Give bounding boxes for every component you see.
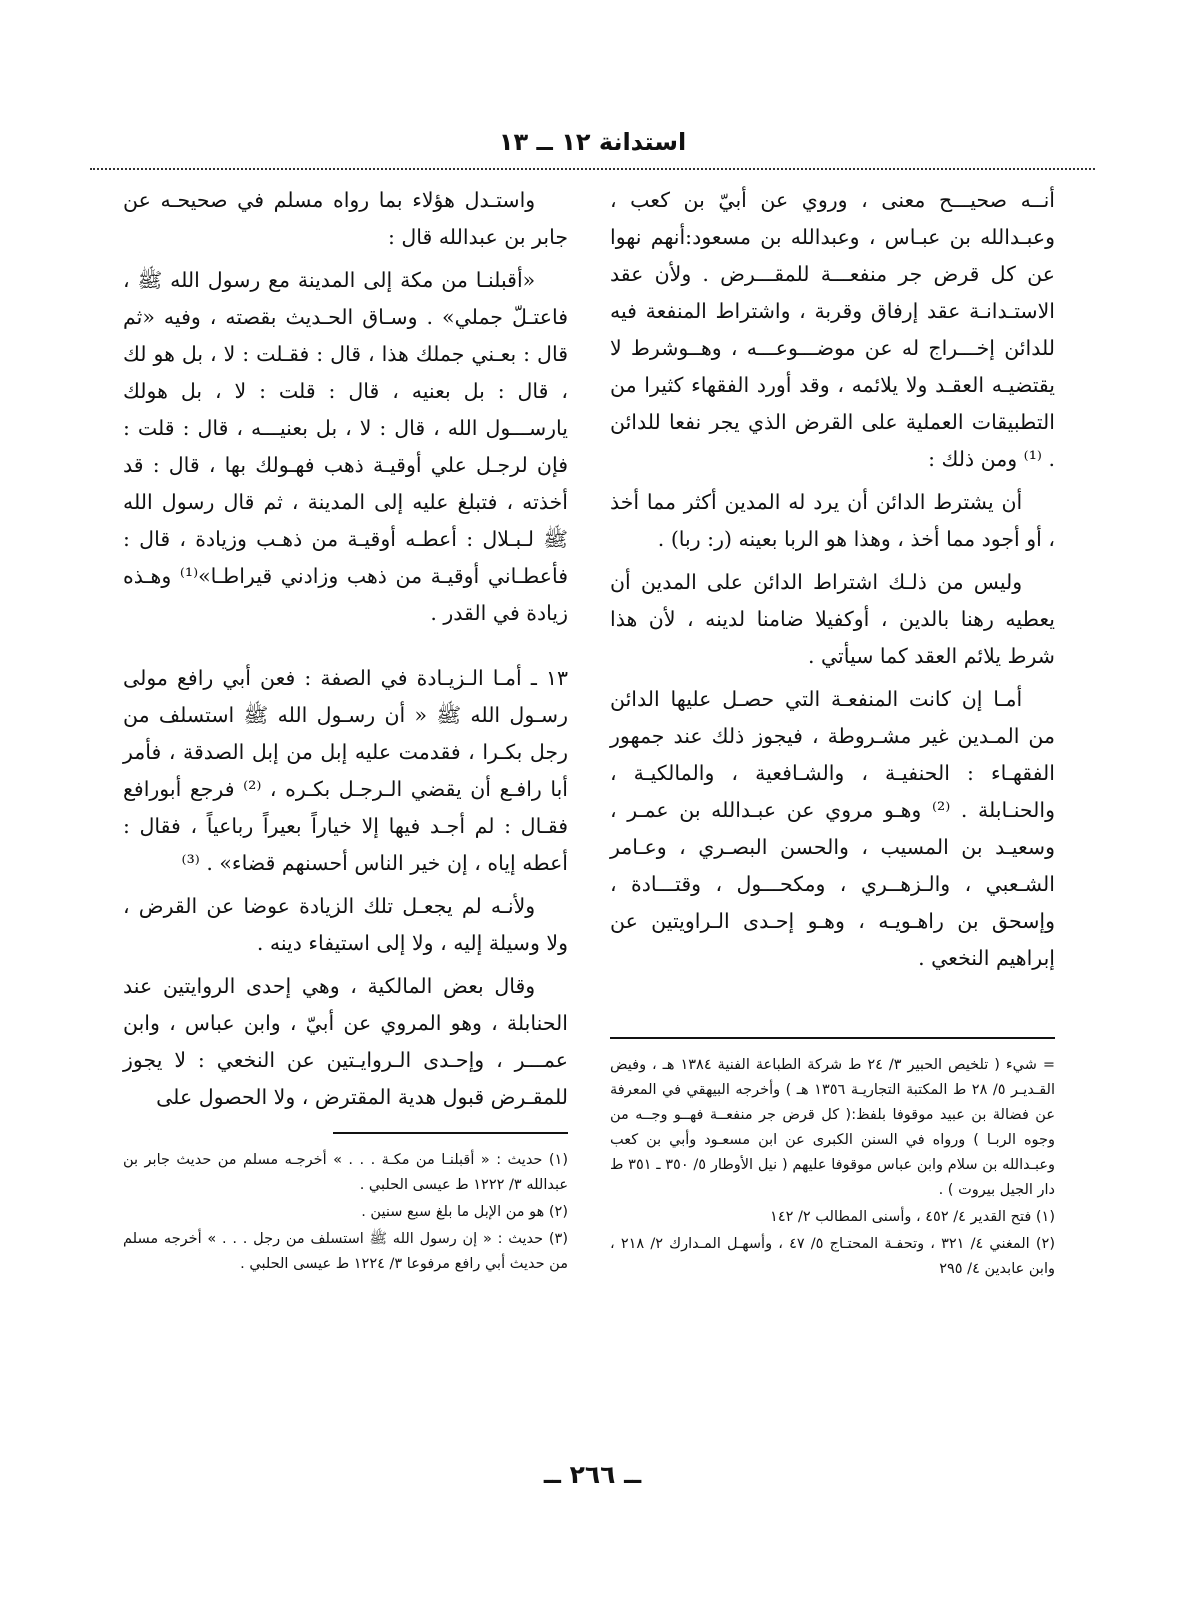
right-footnote-divider <box>610 1037 1055 1039</box>
left-paragraph-2: «أقبلنـا من مكة إلى المدينة مع رسول الله ﷺ ، فاعتـلّ جملي» . وسـاق الحـديث بقصته ، وفيه «ثم قال : بعـني جملك هذا ، قال : فقـلت : لا ، بل هو لك ، قال : بل بعنيه ، قال : قلت : لا ، بل هولك يارســـول الله ، قال : لا ، بل بعنيـــه ، قال : قلت : فإن لرجـل علي أوقيـة ذهب فهـولك بها ، قال : قد أخذته ، فتبلغ عليه إلى المدينة ، ثم قال رسول الله ﷺ لـبـلال : أعطـه أوقيـة من ذهـب وزيادة ، قال : فأعطـاني أوقيـة من ذهب وزادني قيراطـا»⁽¹⁾ وهـذه زيادة في القدر . <box>123 268 568 625</box>
left-footnote-3: (٣) حديث : « إن رسول الله ﷺ استسلف من رجل . . . » أخرجه مسلم من حديث أبي رافع مرفوعا ٣/ ١٢٢٤ ط عيسى الحلبي . <box>123 1231 568 1272</box>
left-footnote-divider <box>333 1132 568 1134</box>
right-paragraph-3: وليس من ذلـك اشتراط الدائن على المدين أن يعطيه رهنا بالدين ، أوكفيلا ضامنا لدينه ، لأن هذا شرط يلائم العقد كما سيأتي . <box>610 570 1055 668</box>
left-paragraph-5: وقال بعض المالكية ، وهي إحدى الروايتين عند الحنابلة ، وهو المروي عن أبيّ ، وابن عباس ، وابن عمـــر ، وإحـدى الـروايـتين عن النخعي : لا يجوز للمقـرض قبول هدية المقترض ، ولا الحصول على <box>123 974 568 1109</box>
right-column <box>610 182 1055 1284</box>
left-column <box>123 182 568 1279</box>
left-paragraph-3: ١٣ ـ أمـا الـزيـادة في الصفة : فعن أبي رافع مولى رسـول الله ﷺ « أن رسـول الله ﷺ استسلف من رجل بكـرا ، فقدمت عليه إبل من إبل الصدقة ، فأمر أبا رافـع أن يقضي الـرجـل بكـره ، ⁽²⁾ فرجع أبورافع فقـال : لم أجـد فيها إلا خياراً بعيراً رباعياً ، فقال : أعطه إياه ، إن خير الناس أحسنهم قضاء» . ⁽³⁾ <box>123 666 568 875</box>
right-footnote-1: (١) فتح القدير ٤/ ٤٥٢ ، وأسنى المطالب ٢/ ١٤٢ <box>770 1209 1055 1225</box>
header-divider <box>90 168 1095 170</box>
page-header: استدانة ١٢ ــ ١٣ <box>498 128 687 156</box>
right-footnote-continued: = شيء ( تلخيص الحبير ٣/ ٢٤ ط شركة الطباعة الفنية ١٣٨٤ هـ ، وفيض القـديـر ٥/ ٢٨ ط المكتبة التجاريـة ١٣٥٦ هـ ) وأخرجه البيهقي في المعرفة عن فضالة بن عبيد موقوفا بلفظ:( كل قرض جر منفعــة فهــو وجــه من وجوه الربـا ) ورواه في السنن الكبرى عن ابن مسعـود وأبي بن كعب وعبـدالله بن سلام وابن عباس موقوفا عليهم ( نيل الأوطار ٥/ ٣٥٠ ـ ٣٥١ ط دار الجيل بيروت ) . <box>610 1057 1055 1198</box>
left-paragraph-4: ولأنـه لم يجعـل تلك الزيادة عوضا عن القرض ، ولا وسيلة إليه ، ولا إلى استيفاء دينه . <box>123 894 568 955</box>
right-footnote-2: (٢) المغني ٤/ ٣٢١ ، وتحفـة المحتـاج ٥/ ٤٧ ، وأسهـل المـدارك ٢/ ٢١٨ ، وابن عابدين ٤/ ٢٩٥ <box>610 1236 1055 1277</box>
right-paragraph-2: أن يشترط الدائن أن يرد له المدين أكثر مما أخذ ، أو أجود مما أخذ ، وهذا هو الربا بعينه (ر: ربا) . <box>610 490 1055 551</box>
page-number: ــ ٢٦٦ ــ <box>543 1460 642 1489</box>
left-footnote-1: (١) حديث : « أقبلنـا من مكـة . . . » أخرجـه مسلم من حديث جابر بن عبدالله ٣/ ١٢٢٢ ط عيسى الحلبي . <box>123 1152 568 1193</box>
right-paragraph-4: أمـا إن كانت المنفعـة التي حصـل عليها الدائن من المـدين غير مشـروطة ، فيجوز ذلك عند جمهور الفقهـاء : الحنفيـة ، والشـافعية ، والمالكيـة ، والحنـابلة . ⁽²⁾ وهـو مروي عن عبـدالله بن عمـر ، وسعيـد بن المسيب ، والحسن البصـري ، وعـامر الشـعبي ، والـزهــري ، ومكحـــول ، وقتـــادة ، وإسحق بن راهـويـه ، وهـو إحـدى الـراويتين عن إبراهيم النخعي . <box>610 687 1055 970</box>
right-paragraph-1: أنــه صحيـــح معنى ، وروي عن أبيّ بن كعب ، وعبـدالله بن عبـاس ، وعبدالله بن مسعود:أنهم نهوا عن كل قرض جر منفعـــة للمقـــرض . ولأن عقد الاستـدانـة عقد إرفاق وقربة ، واشتراط المنفعة فيه للدائن إخـــراج له عن موضـــوعـــه ، وهــوشرط لا يقتضيـه العقـد ولا يلائمه ، وقد أورد الفقهاء كثيرا من التطبيقات العملية على القرض الذي يجر نفعا للدائن . ⁽¹⁾ ومن ذلك : <box>610 188 1055 471</box>
left-footnote-2: (٢) هو من الإبل ما بلغ سبع سنين . <box>361 1204 568 1220</box>
left-paragraph-1: واستـدل هؤلاء بما رواه مسلم في صحيحـه عن جابر بن عبدالله قال : <box>123 188 568 249</box>
